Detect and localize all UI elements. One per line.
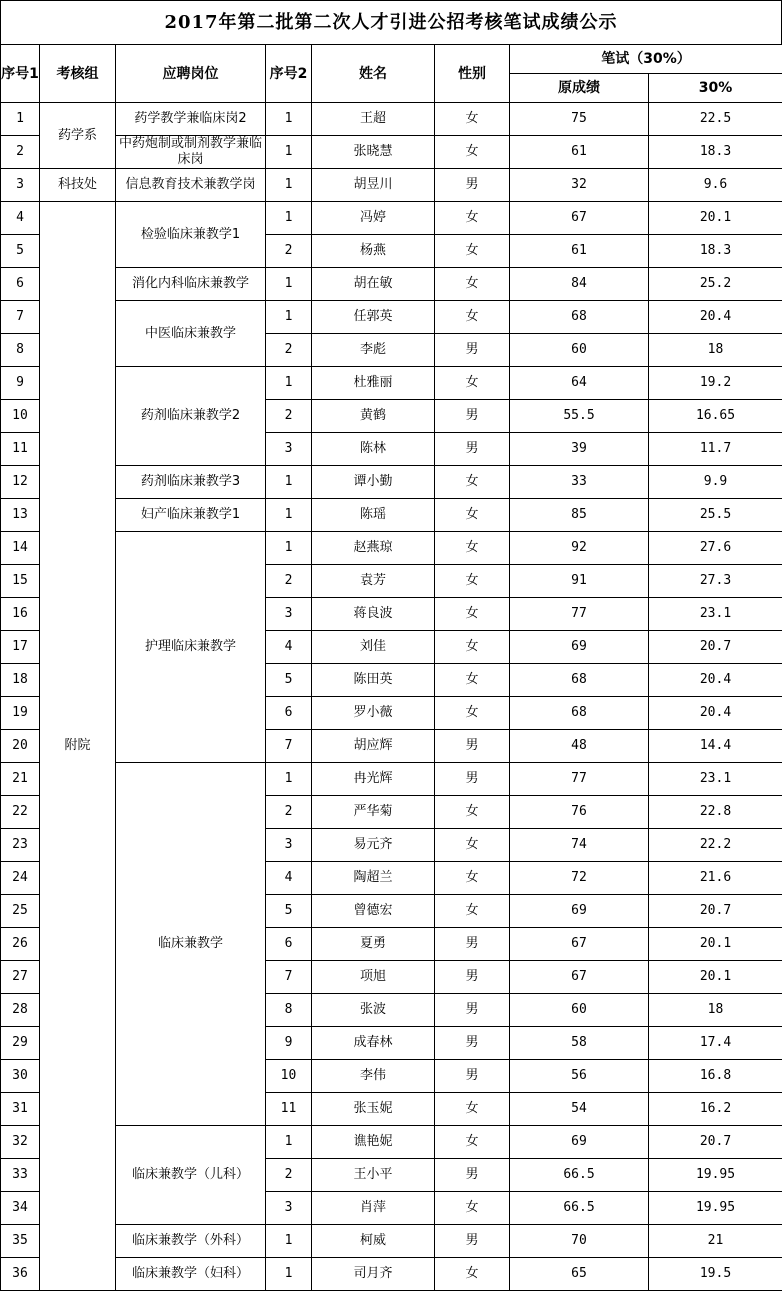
cell-gender: 男 [435, 928, 510, 961]
cell-seq1: 7 [1, 301, 40, 334]
cell-name: 肖萍 [312, 1192, 435, 1225]
cell-weighted-score: 16.8 [649, 1060, 782, 1093]
cell-seq1: 12 [1, 466, 40, 499]
cell-seq1: 21 [1, 763, 40, 796]
cell-name: 谯艳妮 [312, 1126, 435, 1159]
table-row [1, 532, 782, 565]
cell-seq1: 17 [1, 631, 40, 664]
cell-gender: 男 [435, 961, 510, 994]
cell-gender: 女 [435, 829, 510, 862]
cell-name: 成春林 [312, 1027, 435, 1060]
cell-gender: 女 [435, 235, 510, 268]
cell-gender: 女 [435, 268, 510, 301]
cell-weighted-score: 20.1 [649, 928, 782, 961]
cell-gender: 男 [435, 400, 510, 433]
cell-seq2: 3 [266, 1192, 312, 1225]
cell-gender: 男 [435, 763, 510, 796]
cell-raw-score: 69 [510, 895, 649, 928]
cell-seq2: 1 [266, 103, 312, 136]
cell-seq1: 35 [1, 1225, 40, 1258]
cell-name: 蒋良波 [312, 598, 435, 631]
cell-seq1: 9 [1, 367, 40, 400]
cell-seq1: 36 [1, 1258, 40, 1291]
cell-gender: 女 [435, 598, 510, 631]
cell-raw-score: 77 [510, 763, 649, 796]
cell-raw-score: 48 [510, 730, 649, 763]
cell-gender: 男 [435, 730, 510, 763]
cell-raw-score: 66.5 [510, 1159, 649, 1192]
cell-seq1: 30 [1, 1060, 40, 1093]
cell-gender: 女 [435, 301, 510, 334]
cell-seq1: 22 [1, 796, 40, 829]
cell-seq1: 33 [1, 1159, 40, 1192]
cell-gender: 女 [435, 565, 510, 598]
header-written: 笔试（30%） [510, 45, 782, 74]
cell-seq2: 9 [266, 1027, 312, 1060]
cell-name: 黄鹤 [312, 400, 435, 433]
cell-name: 曾德宏 [312, 895, 435, 928]
cell-gender: 女 [435, 103, 510, 136]
table-row [1, 136, 782, 169]
cell-gender: 男 [435, 994, 510, 1027]
cell-weighted-score: 19.95 [649, 1192, 782, 1225]
cell-position: 临床兼教学 [116, 763, 266, 1126]
cell-seq2: 1 [266, 499, 312, 532]
cell-seq2: 7 [266, 730, 312, 763]
cell-name: 柯威 [312, 1225, 435, 1258]
cell-seq1: 11 [1, 433, 40, 466]
header-weighted-score: 30% [649, 74, 782, 103]
cell-gender: 男 [435, 1060, 510, 1093]
cell-seq2: 2 [266, 334, 312, 367]
cell-name: 易元齐 [312, 829, 435, 862]
cell-name: 陶超兰 [312, 862, 435, 895]
cell-weighted-score: 20.4 [649, 664, 782, 697]
table-row [1, 499, 782, 532]
cell-raw-score: 85 [510, 499, 649, 532]
cell-name: 严华菊 [312, 796, 435, 829]
cell-group: 科技处 [40, 169, 116, 202]
cell-gender: 男 [435, 169, 510, 202]
cell-name: 夏勇 [312, 928, 435, 961]
cell-raw-score: 68 [510, 697, 649, 730]
cell-seq2: 2 [266, 1159, 312, 1192]
cell-name: 冉光辉 [312, 763, 435, 796]
cell-seq1: 5 [1, 235, 40, 268]
cell-weighted-score: 18.3 [649, 136, 782, 169]
cell-seq2: 1 [266, 466, 312, 499]
cell-name: 陈田英 [312, 664, 435, 697]
cell-raw-score: 92 [510, 532, 649, 565]
cell-position: 消化内科临床兼教学 [116, 268, 266, 301]
cell-seq1: 24 [1, 862, 40, 895]
table-row [1, 367, 782, 400]
cell-gender: 女 [435, 202, 510, 235]
cell-gender: 女 [435, 1258, 510, 1291]
cell-raw-score: 69 [510, 631, 649, 664]
cell-seq1: 28 [1, 994, 40, 1027]
table-row [1, 763, 782, 796]
cell-name: 袁芳 [312, 565, 435, 598]
cell-weighted-score: 23.1 [649, 763, 782, 796]
cell-gender: 女 [435, 136, 510, 169]
cell-name: 任郭英 [312, 301, 435, 334]
cell-name: 罗小薇 [312, 697, 435, 730]
cell-name: 项旭 [312, 961, 435, 994]
cell-name: 冯婷 [312, 202, 435, 235]
cell-seq1: 1 [1, 103, 40, 136]
cell-gender: 男 [435, 1159, 510, 1192]
cell-seq2: 1 [266, 301, 312, 334]
cell-seq2: 2 [266, 400, 312, 433]
cell-name: 刘佳 [312, 631, 435, 664]
cell-gender: 女 [435, 895, 510, 928]
cell-weighted-score: 17.4 [649, 1027, 782, 1060]
table-row [1, 1258, 782, 1291]
cell-position: 护理临床兼教学 [116, 532, 266, 763]
table-row [1, 301, 782, 334]
cell-raw-score: 67 [510, 961, 649, 994]
cell-seq1: 19 [1, 697, 40, 730]
cell-seq1: 23 [1, 829, 40, 862]
table-row [1, 466, 782, 499]
cell-weighted-score: 20.7 [649, 631, 782, 664]
cell-weighted-score: 20.1 [649, 202, 782, 235]
cell-name: 张波 [312, 994, 435, 1027]
cell-gender: 女 [435, 796, 510, 829]
cell-seq2: 2 [266, 565, 312, 598]
cell-weighted-score: 23.1 [649, 598, 782, 631]
cell-name: 胡昱川 [312, 169, 435, 202]
cell-name: 胡在敏 [312, 268, 435, 301]
cell-seq2: 1 [266, 1258, 312, 1291]
cell-raw-score: 77 [510, 598, 649, 631]
cell-name: 陈瑶 [312, 499, 435, 532]
cell-weighted-score: 19.2 [649, 367, 782, 400]
cell-weighted-score: 20.4 [649, 697, 782, 730]
cell-gender: 女 [435, 1093, 510, 1126]
cell-group: 附院 [40, 202, 116, 1291]
cell-weighted-score: 21.6 [649, 862, 782, 895]
cell-raw-score: 74 [510, 829, 649, 862]
cell-seq2: 1 [266, 202, 312, 235]
cell-raw-score: 76 [510, 796, 649, 829]
cell-raw-score: 56 [510, 1060, 649, 1093]
cell-weighted-score: 20.1 [649, 961, 782, 994]
cell-name: 李彪 [312, 334, 435, 367]
cell-seq2: 1 [266, 532, 312, 565]
cell-seq2: 11 [266, 1093, 312, 1126]
cell-name: 陈林 [312, 433, 435, 466]
cell-seq2: 7 [266, 961, 312, 994]
cell-seq1: 3 [1, 169, 40, 202]
cell-position: 药剂临床兼教学2 [116, 367, 266, 466]
header-group: 考核组 [40, 45, 116, 103]
cell-gender: 女 [435, 367, 510, 400]
cell-raw-score: 66.5 [510, 1192, 649, 1225]
header-row [1, 45, 782, 74]
table-row [1, 268, 782, 301]
cell-weighted-score: 20.7 [649, 1126, 782, 1159]
cell-raw-score: 68 [510, 301, 649, 334]
cell-raw-score: 61 [510, 235, 649, 268]
cell-group: 药学系 [40, 103, 116, 169]
cell-seq1: 31 [1, 1093, 40, 1126]
cell-weighted-score: 20.7 [649, 895, 782, 928]
cell-weighted-score: 25.2 [649, 268, 782, 301]
cell-seq1: 32 [1, 1126, 40, 1159]
cell-raw-score: 60 [510, 334, 649, 367]
cell-position: 中医临床兼教学 [116, 301, 266, 367]
table-row [1, 1225, 782, 1258]
header-position: 应聘岗位 [116, 45, 266, 103]
cell-gender: 女 [435, 631, 510, 664]
cell-weighted-score: 22.2 [649, 829, 782, 862]
cell-seq1: 15 [1, 565, 40, 598]
cell-position: 临床兼教学（儿科） [116, 1126, 266, 1225]
cell-weighted-score: 18 [649, 994, 782, 1027]
cell-seq2: 1 [266, 268, 312, 301]
cell-weighted-score: 19.5 [649, 1258, 782, 1291]
cell-name: 司月齐 [312, 1258, 435, 1291]
cell-name: 谭小勤 [312, 466, 435, 499]
cell-weighted-score: 14.4 [649, 730, 782, 763]
cell-weighted-score: 18.3 [649, 235, 782, 268]
cell-seq1: 4 [1, 202, 40, 235]
cell-gender: 男 [435, 1225, 510, 1258]
cell-weighted-score: 16.65 [649, 400, 782, 433]
cell-seq2: 3 [266, 433, 312, 466]
cell-seq2: 2 [266, 235, 312, 268]
cell-gender: 男 [435, 334, 510, 367]
cell-weighted-score: 19.95 [649, 1159, 782, 1192]
cell-name: 王超 [312, 103, 435, 136]
cell-name: 赵燕琼 [312, 532, 435, 565]
cell-weighted-score: 27.3 [649, 565, 782, 598]
cell-seq1: 34 [1, 1192, 40, 1225]
table-row [1, 103, 782, 136]
cell-gender: 女 [435, 532, 510, 565]
table-row [1, 202, 782, 235]
cell-position: 妇产临床兼教学1 [116, 499, 266, 532]
cell-weighted-score: 22.5 [649, 103, 782, 136]
cell-gender: 女 [435, 499, 510, 532]
cell-raw-score: 69 [510, 1126, 649, 1159]
cell-seq1: 25 [1, 895, 40, 928]
cell-name: 杨燕 [312, 235, 435, 268]
cell-weighted-score: 9.6 [649, 169, 782, 202]
cell-name: 张玉妮 [312, 1093, 435, 1126]
cell-weighted-score: 27.6 [649, 532, 782, 565]
table-row [1, 169, 782, 202]
cell-raw-score: 54 [510, 1093, 649, 1126]
cell-seq2: 1 [266, 763, 312, 796]
page-title: 2017年第二批第二次人才引进公招考核笔试成绩公示 [0, 0, 782, 44]
cell-seq2: 1 [266, 169, 312, 202]
cell-seq2: 6 [266, 928, 312, 961]
cell-seq2: 3 [266, 598, 312, 631]
cell-seq2: 1 [266, 1225, 312, 1258]
cell-raw-score: 68 [510, 664, 649, 697]
cell-name: 胡应辉 [312, 730, 435, 763]
cell-seq1: 10 [1, 400, 40, 433]
cell-weighted-score: 16.2 [649, 1093, 782, 1126]
header-raw-score: 原成绩 [510, 74, 649, 103]
cell-seq2: 5 [266, 895, 312, 928]
results-table [0, 44, 782, 1291]
cell-name: 杜雅丽 [312, 367, 435, 400]
cell-weighted-score: 25.5 [649, 499, 782, 532]
cell-seq1: 13 [1, 499, 40, 532]
header-seq1: 序号1 [1, 45, 40, 103]
cell-name: 张晓慧 [312, 136, 435, 169]
cell-position: 药学教学兼临床岗2 [116, 103, 266, 136]
cell-seq2: 3 [266, 829, 312, 862]
cell-seq1: 8 [1, 334, 40, 367]
cell-raw-score: 61 [510, 136, 649, 169]
cell-raw-score: 70 [510, 1225, 649, 1258]
header-seq2: 序号2 [266, 45, 312, 103]
cell-seq1: 2 [1, 136, 40, 169]
header-name: 姓名 [312, 45, 435, 103]
cell-position: 中药炮制或制剂教学兼临床岗 [116, 136, 266, 169]
cell-seq1: 29 [1, 1027, 40, 1060]
cell-raw-score: 64 [510, 367, 649, 400]
cell-gender: 女 [435, 1192, 510, 1225]
cell-seq1: 20 [1, 730, 40, 763]
cell-seq2: 4 [266, 631, 312, 664]
cell-position: 临床兼教学（外科） [116, 1225, 266, 1258]
cell-weighted-score: 11.7 [649, 433, 782, 466]
cell-raw-score: 75 [510, 103, 649, 136]
cell-seq1: 18 [1, 664, 40, 697]
cell-position: 临床兼教学（妇科） [116, 1258, 266, 1291]
cell-seq2: 1 [266, 136, 312, 169]
cell-raw-score: 60 [510, 994, 649, 1027]
cell-raw-score: 55.5 [510, 400, 649, 433]
cell-raw-score: 91 [510, 565, 649, 598]
cell-weighted-score: 9.9 [649, 466, 782, 499]
cell-seq1: 14 [1, 532, 40, 565]
cell-gender: 女 [435, 664, 510, 697]
cell-seq1: 6 [1, 268, 40, 301]
cell-raw-score: 67 [510, 202, 649, 235]
cell-raw-score: 58 [510, 1027, 649, 1060]
cell-raw-score: 65 [510, 1258, 649, 1291]
cell-seq1: 26 [1, 928, 40, 961]
cell-raw-score: 67 [510, 928, 649, 961]
cell-gender: 女 [435, 697, 510, 730]
cell-seq2: 10 [266, 1060, 312, 1093]
cell-raw-score: 39 [510, 433, 649, 466]
cell-gender: 男 [435, 1027, 510, 1060]
cell-gender: 女 [435, 862, 510, 895]
cell-seq2: 1 [266, 1126, 312, 1159]
cell-raw-score: 72 [510, 862, 649, 895]
table-row [1, 1126, 782, 1159]
cell-position: 药剂临床兼教学3 [116, 466, 266, 499]
header-gender: 性别 [435, 45, 510, 103]
cell-seq2: 2 [266, 796, 312, 829]
cell-raw-score: 32 [510, 169, 649, 202]
cell-weighted-score: 18 [649, 334, 782, 367]
cell-weighted-score: 21 [649, 1225, 782, 1258]
cell-seq2: 6 [266, 697, 312, 730]
cell-gender: 女 [435, 466, 510, 499]
cell-seq2: 5 [266, 664, 312, 697]
cell-seq2: 8 [266, 994, 312, 1027]
cell-weighted-score: 20.4 [649, 301, 782, 334]
cell-name: 王小平 [312, 1159, 435, 1192]
cell-seq2: 4 [266, 862, 312, 895]
cell-seq2: 1 [266, 367, 312, 400]
cell-seq1: 27 [1, 961, 40, 994]
cell-name: 李伟 [312, 1060, 435, 1093]
cell-gender: 女 [435, 1126, 510, 1159]
cell-gender: 男 [435, 433, 510, 466]
cell-seq1: 16 [1, 598, 40, 631]
table-body [1, 103, 782, 1291]
cell-raw-score: 84 [510, 268, 649, 301]
cell-weighted-score: 22.8 [649, 796, 782, 829]
cell-position: 信息教育技术兼教学岗 [116, 169, 266, 202]
cell-position: 检验临床兼教学1 [116, 202, 266, 268]
cell-raw-score: 33 [510, 466, 649, 499]
